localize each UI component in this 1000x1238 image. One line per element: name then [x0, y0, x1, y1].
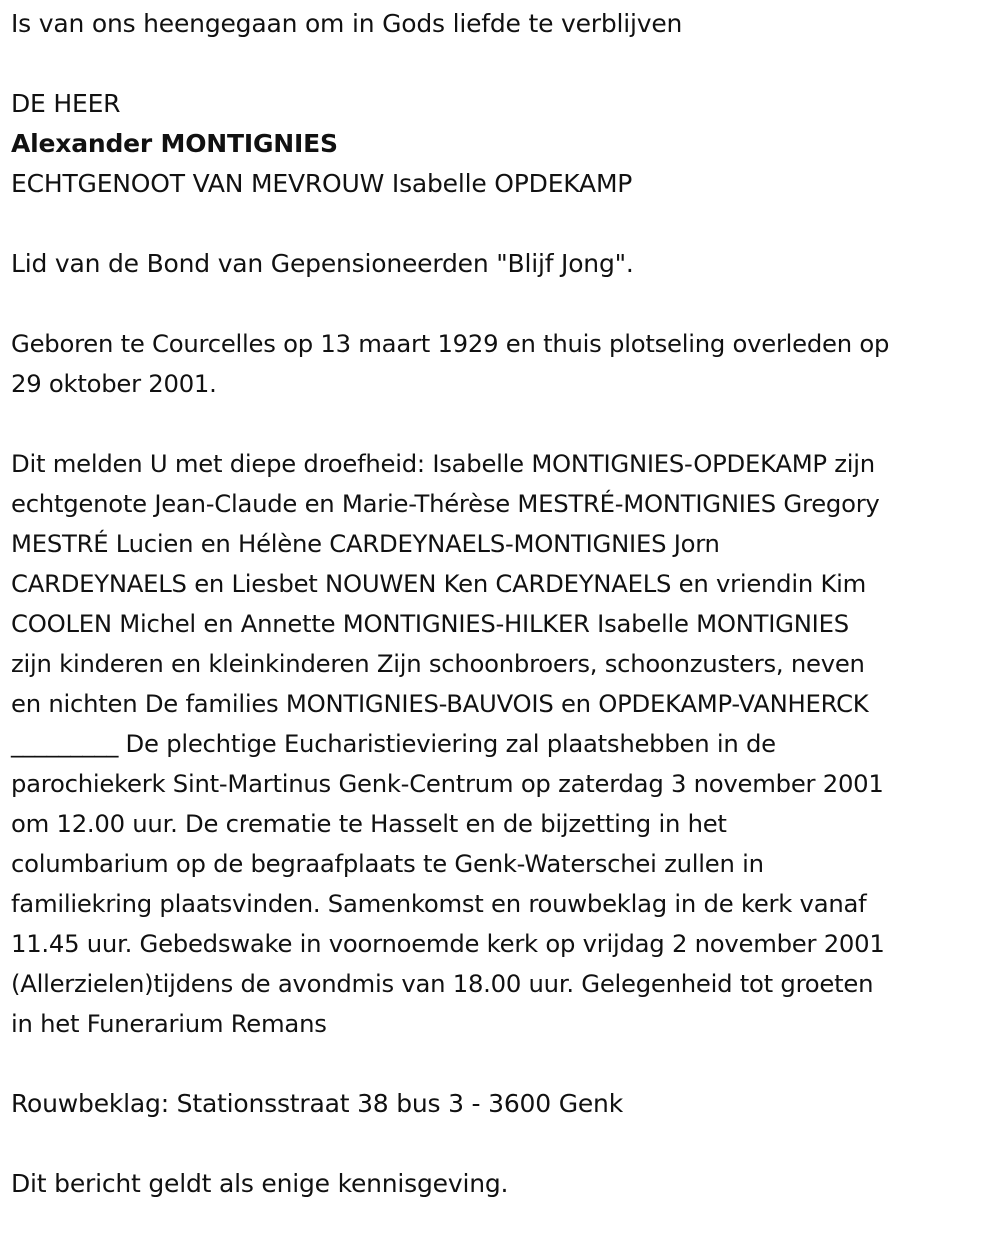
deceased-name: Alexander MONTIGNIES [11, 129, 338, 158]
spouse-line: ECHTGENOOT VAN MEVROUW Isabelle OPDEKAMP [11, 169, 633, 198]
condolence-address: Rouwbeklag: Stationsstraat 38 bus 3 - 3600 Genk [11, 1089, 623, 1118]
spacer [11, 204, 993, 244]
membership-line: Lid van de Bond van Gepensioneerden "Blijf Jong". [11, 249, 634, 278]
spacer [11, 44, 993, 84]
closing-line: Dit bericht geldt als enige kennisgeving. [11, 1169, 509, 1198]
spacer [11, 284, 993, 324]
spacer [11, 1044, 993, 1084]
title-prefix: DE HEER [11, 89, 121, 118]
spacer [11, 1124, 993, 1164]
announcement-paragraph: Dit melden U met diepe droefheid: Isabelle MONTIGNIES-OPDEKAMP zijn echtgenote Jean-Claude en Marie-Thérèse MESTRÉ-MONTIGNIES Gregory MESTRÉ Lucien en Hélène CARDEYNAELS-MONTIGNIES Jorn CARDEYNAELS en Liesbet NOUWEN Ken CARDEYNAELS en vriendin Kim COOLEN Michel en Annette MONTIGNIES-HILKER Isabelle MONTIGNIES zijn kinderen en kleinkinderen Zijn schoonbroers, schoonzusters, neven en nichten De families MONTIGNIES-BAUVOIS en OPDEKAMP-VANHERCK _________ De plechtige Eucharistieviering zal plaatshebben in de parochiekerk Sint-Martinus Genk-Centrum op zaterdag 3 november 2001 om 12.00 uur. De crematie te Hasselt en de bijzetting in het columbarium op de begraafplaats te Genk-Waterschei zullen in familiekring plaatsvinden. Samenkomst en rouwbeklag in de kerk vanaf 11.45 uur. Gebedswake in voornoemde kerk op vrijdag 2 november 2001 (Allerzielen)tijdens de avondmis van 18.00 uur. Gelegenheid tot groeten in het Funerarium Remans [11, 449, 885, 1038]
obituary-notice [11, 4, 993, 1204]
opening-line: Is van ons heengegaan om in Gods liefde te verblijven [11, 9, 683, 38]
birth-death-paragraph: Geboren te Courcelles op 13 maart 1929 en thuis plotseling overleden op 29 oktober 2001. [11, 329, 890, 398]
spacer [11, 404, 993, 444]
